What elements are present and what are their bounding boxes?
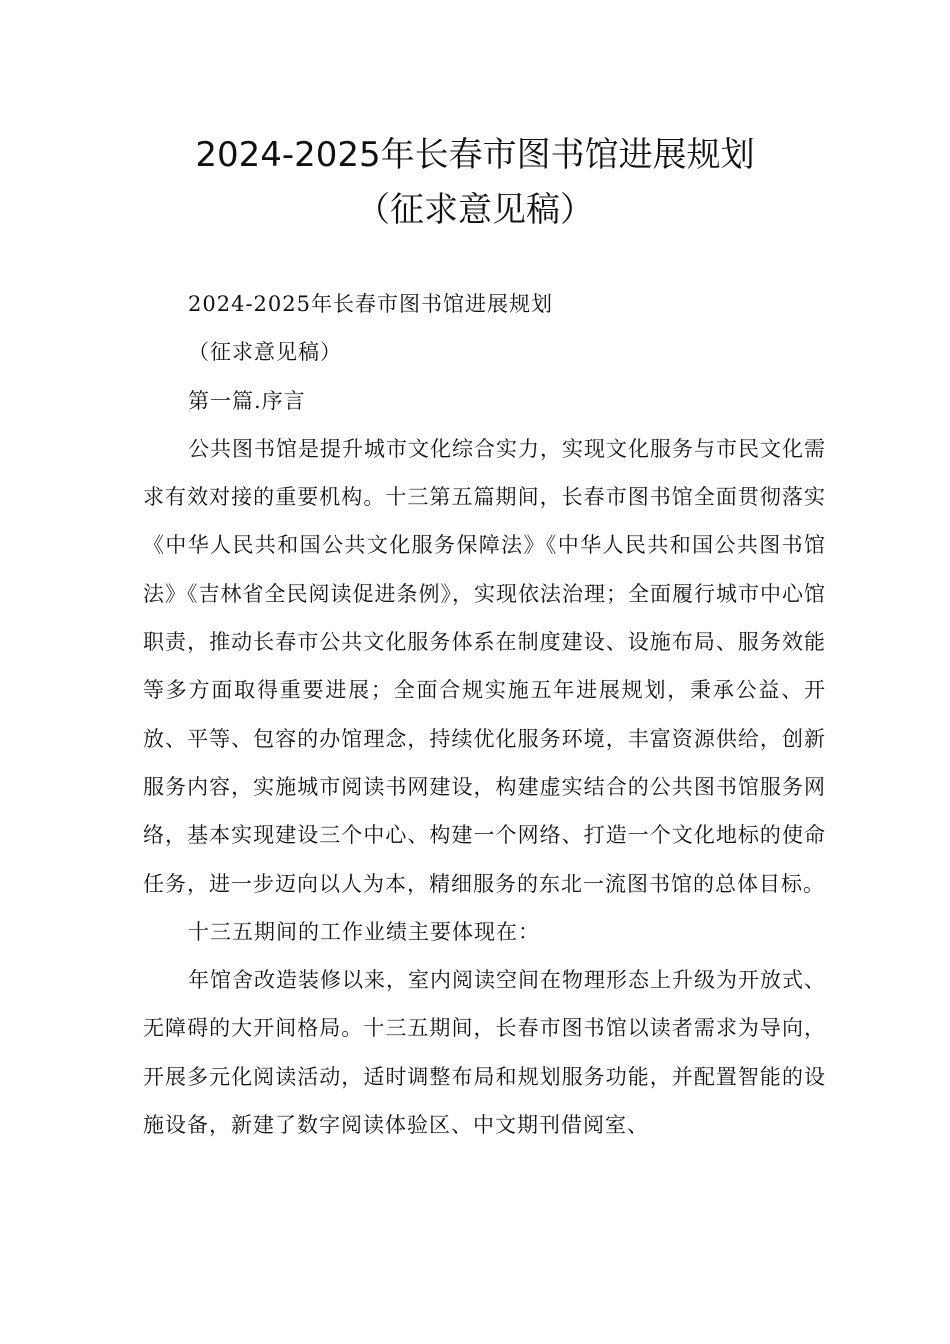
paragraph-renovation: 年馆舍改造装修以来，室内阅读空间在物理形态上升级为开放式、无障碍的大开间格局。十三五期间，长春市图书馆以读者需求为导向，开展多元化阅读活动，适时调整布局和规划服务功能，并配置智能的设施设备，新建了数字阅读体验区、中文期刊借阅室、 — [143, 968, 826, 1138]
title-line-subtitle: （征求意见稿） — [356, 190, 594, 230]
document-title — [0, 128, 950, 238]
title-line-main: 2024-2025年长春市图书馆进展规划 — [195, 135, 755, 175]
body-heading-repeat: 2024-2025年长春市图书馆进展规划 — [188, 292, 553, 316]
paragraph-preface: 公共图书馆是提升城市文化综合实力，实现文化服务与市民文化需求有效对接的重要机构。十三第五篇期间，长春市图书馆全面贯彻落实《中华人民共和国公共文化服务保障法》《中华人民共和国公共图书馆法》《吉林省全民阅读促进条例》，实现依法治理；全面履行城市中心馆职责，推动长春市公共文化服务体系在制度建设、设施布局、服务效能等多方面取得重要进展；全面合规实施五年进展规划，秉承公益、开放、平等、包容的办馆理念，持续优化服务环境，丰富资源供给，创新服务内容，实施城市阅读书网建设，构建虚实结合的公共图书馆服务网络，基本实现建设三个中心、构建一个网络、打造一个文化地标的使命任务，进一步迈向以人为本，精细服务的东北一流图书馆的总体目标。 — [143, 436, 826, 896]
paragraph-achievements-intro: 十三五期间的工作业绩主要体现在： — [188, 919, 540, 944]
body-subheading-repeat: （征求意见稿） — [188, 340, 342, 365]
section-heading: 第一篇.序言 — [188, 388, 306, 413]
document-body — [143, 280, 826, 1149]
